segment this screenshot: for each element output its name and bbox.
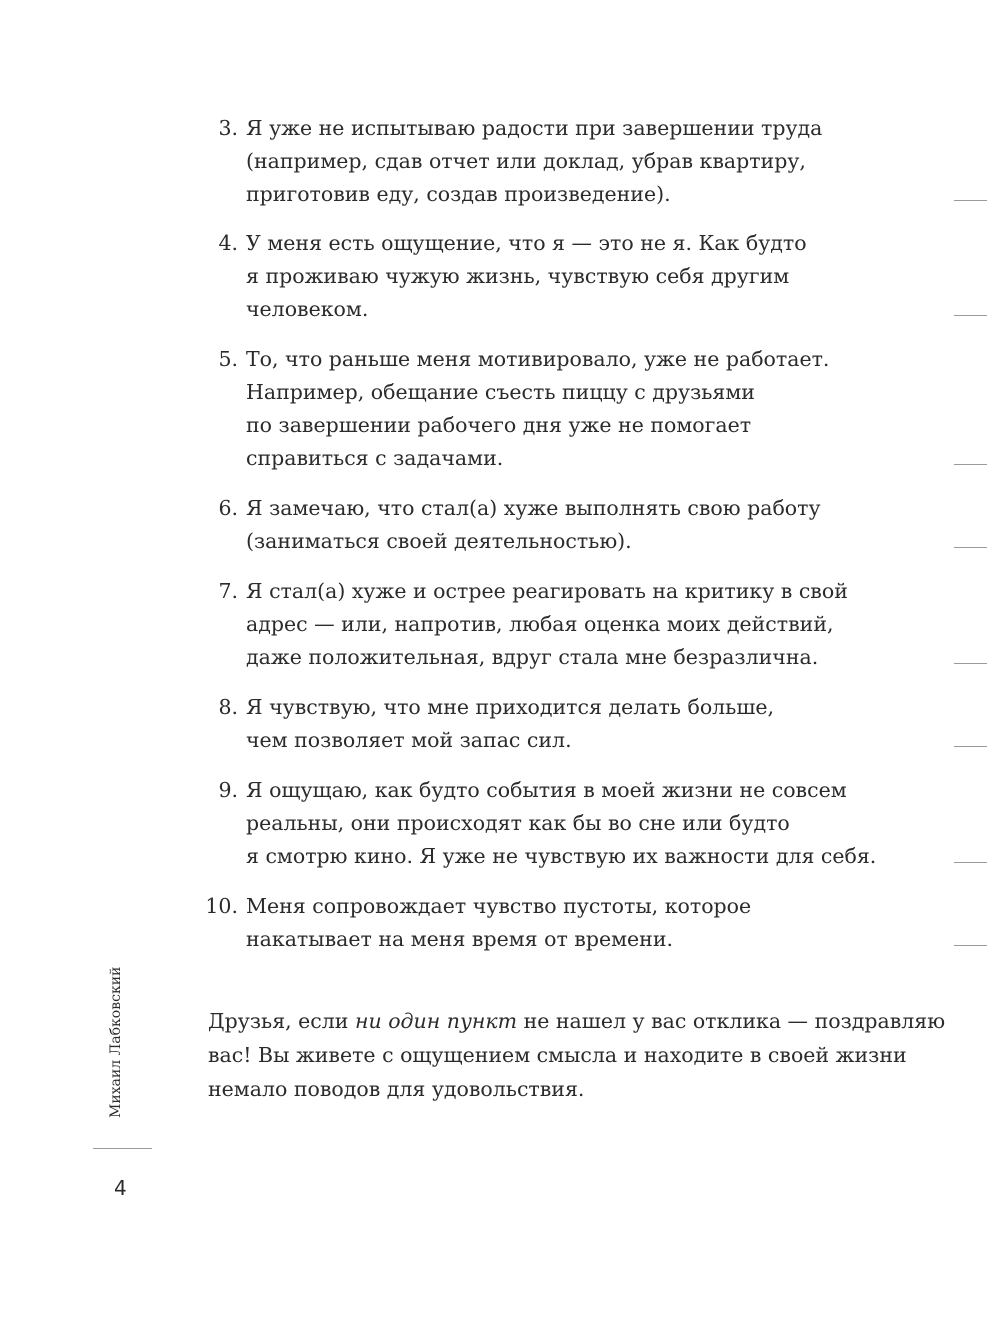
item-line: Я стал(а) хуже и острее реагировать на критику в свой: [246, 579, 848, 603]
item-number: 7.: [218, 579, 238, 603]
item-line: Я чувствую, что мне приходится делать больше,: [246, 695, 775, 719]
paragraph-text: Друзья, если: [208, 1009, 355, 1033]
item-line: реальны, они происходят как бы во сне или будто: [246, 811, 790, 835]
answer-blank: [954, 547, 987, 548]
item-number: 4.: [218, 231, 238, 255]
item-line: Я замечаю, что стал(а) хуже выполнять свою работу: [246, 496, 821, 520]
item-number: 8.: [218, 695, 238, 719]
item-text: [246, 774, 877, 873]
page-number: 4: [114, 1176, 127, 1200]
running-author: Михаил Лабковский: [108, 966, 124, 1118]
item-line: адрес — или, напротив, любая оценка моих действий,: [246, 612, 834, 636]
paragraph-emphasis: ни один пункт: [354, 1009, 518, 1033]
item-number: 10.: [205, 894, 238, 918]
item-number: 6.: [218, 496, 238, 520]
item-line: Я уже не испытываю радости при завершении труда: [246, 116, 823, 140]
item-line: приготовив еду, создав произведение).: [246, 182, 671, 206]
answer-blank: [954, 315, 987, 316]
item-text: [246, 492, 846, 558]
item-line: я смотрю кино. Я уже не чувствую их важности для себя.: [246, 844, 877, 868]
item-line: Меня сопровождает чувство пустоты, которое: [246, 894, 752, 918]
item-line: (например, сдав отчет или доклад, убрав квартиру,: [246, 149, 806, 173]
folio-rule: [93, 1148, 152, 1149]
answer-blank: [954, 464, 987, 465]
item-text: [246, 227, 846, 326]
item-number: 5.: [218, 347, 238, 371]
item-text: [246, 112, 846, 211]
paragraph-line: [208, 1004, 946, 1038]
item-line: справиться с задачами.: [246, 446, 504, 470]
item-line: чем позволяет мой запас сил.: [246, 728, 572, 752]
item-line: Я ощущаю, как будто события в моей жизни не совсем: [246, 778, 847, 802]
item-number: 9.: [218, 778, 238, 802]
answer-blank: [954, 862, 987, 863]
item-number: 3.: [218, 116, 238, 140]
answer-blank: [954, 746, 987, 747]
item-text: [246, 343, 846, 475]
item-line: человеком.: [246, 297, 369, 321]
item-line: я проживаю чужую жизнь, чувствую себя другим: [246, 264, 790, 288]
item-line: Например, обещание съесть пиццу с друзьями: [246, 380, 755, 404]
paragraph-line: немало поводов для удовольствия.: [208, 1077, 585, 1101]
item-line: У меня есть ощущение, что я — это не я. Как будто: [246, 231, 807, 255]
item-line: даже положительная, вдруг стала мне безразлична.: [246, 645, 819, 669]
item-text: [246, 890, 846, 956]
answer-blank: [954, 663, 987, 664]
item-text: [246, 575, 846, 674]
answer-blank: [954, 200, 987, 201]
paragraph-text: не нашел у вас отклика — поздравляю: [517, 1009, 946, 1033]
closing-paragraph: [208, 1004, 946, 1106]
item-line: То, что раньше меня мотивировало, уже не работает.: [246, 347, 830, 371]
answer-blank: [954, 945, 987, 946]
item-line: по завершении рабочего дня уже не помогает: [246, 413, 752, 437]
item-line: накатывает на меня время от времени.: [246, 927, 674, 951]
item-line: (заниматься своей деятельностью).: [246, 529, 632, 553]
item-text: [246, 691, 846, 757]
paragraph-line: вас! Вы живете с ощущением смысла и находите в своей жизни: [208, 1043, 907, 1067]
